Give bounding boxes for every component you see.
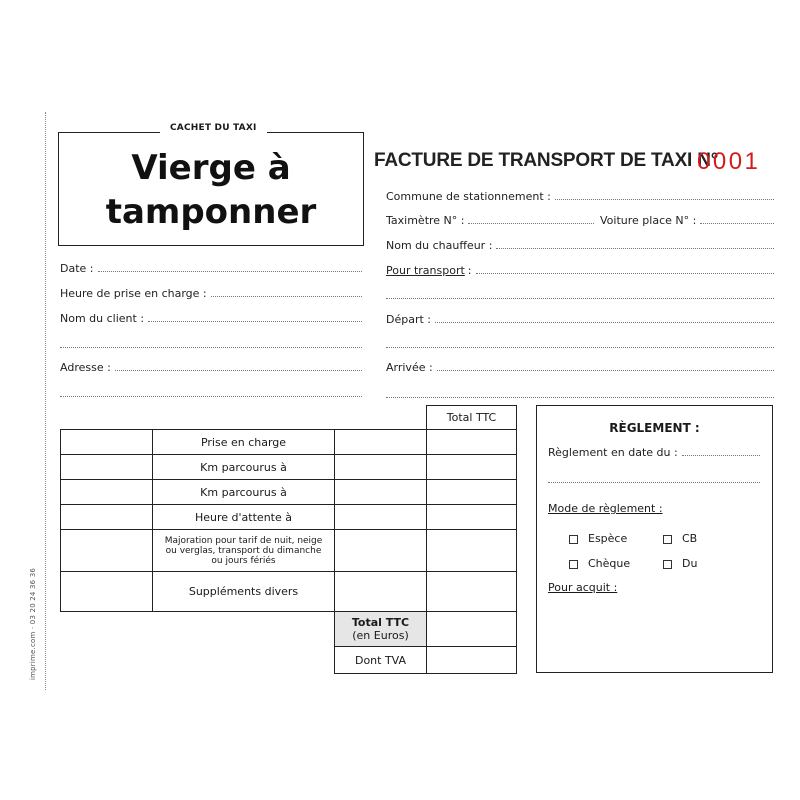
table-cell-c5[interactable] xyxy=(334,529,427,572)
table-cell-c2[interactable] xyxy=(334,454,427,480)
car-place-label: Voiture place N° : xyxy=(600,214,697,227)
table-row-label xyxy=(152,479,335,505)
table-cell-c4[interactable] xyxy=(334,504,427,530)
row-label-km-1: Km parcourus à xyxy=(200,460,287,474)
invoice-title: FACTURE DE TRANSPORT DE TAXI N° xyxy=(374,150,719,171)
client-name-extra-line[interactable] xyxy=(60,347,362,348)
client-name-field[interactable] xyxy=(60,312,362,325)
row-label-surcharge: Majoration pour tarif de nuit, neige ou verglas, transport du dimanche ou jours fériés xyxy=(164,535,323,566)
stamp-text-line2: tamponner xyxy=(105,192,317,232)
reglement-date-extra-line[interactable] xyxy=(548,482,760,483)
departure-extra-line[interactable] xyxy=(386,347,774,348)
option-du[interactable] xyxy=(663,557,697,570)
option-espece-label: Espèce xyxy=(588,532,628,545)
table-cell-a4[interactable] xyxy=(60,504,153,530)
row-label-km-2: Km parcourus à xyxy=(200,485,287,499)
perforation-line xyxy=(45,112,46,690)
table-cell-c3[interactable] xyxy=(334,479,427,505)
option-espece[interactable] xyxy=(569,532,627,545)
stamp-label: CACHET DU TAXI xyxy=(160,123,267,133)
tva-label xyxy=(334,646,427,674)
checkbox-espece[interactable] xyxy=(569,535,578,544)
table-row-label xyxy=(152,454,335,480)
printer-credit xyxy=(29,560,43,690)
invoice-number: 0001 xyxy=(697,148,761,175)
departure-field[interactable] xyxy=(386,313,774,326)
driver-name-label: Nom du chauffeur : xyxy=(386,239,493,252)
date-label: Date : xyxy=(60,262,94,275)
commune-field[interactable] xyxy=(386,190,774,203)
table-cell-d1[interactable] xyxy=(426,429,517,455)
taximeter-field[interactable] xyxy=(386,214,594,227)
table-cell-a2[interactable] xyxy=(60,454,153,480)
table-cell-c1[interactable] xyxy=(334,429,427,455)
tva-text: Dont TVA xyxy=(354,653,407,667)
table-cell-a6[interactable] xyxy=(60,571,153,612)
option-cheque[interactable] xyxy=(569,557,630,570)
date-field[interactable] xyxy=(60,262,362,275)
option-cb-label: CB xyxy=(682,532,698,545)
address-field[interactable] xyxy=(60,361,362,374)
transport-extra-line[interactable] xyxy=(386,298,774,299)
arrival-field[interactable] xyxy=(386,361,774,374)
pickup-time-field[interactable] xyxy=(60,287,362,300)
table-cell-d4[interactable] xyxy=(426,504,517,530)
driver-name-field[interactable] xyxy=(386,239,774,252)
car-place-field[interactable] xyxy=(600,214,774,227)
transport-label: Pour transport xyxy=(386,264,465,277)
table-row-label xyxy=(152,571,335,612)
option-cheque-label: Chèque xyxy=(588,557,631,570)
transport-colon: : xyxy=(467,264,472,277)
payment-mode-label: Mode de règlement : xyxy=(548,502,663,515)
stamp-placeholder xyxy=(58,146,364,234)
tva-value[interactable] xyxy=(426,646,517,674)
total-ttc-text: Total TTC xyxy=(351,616,410,629)
table-cell-a3[interactable] xyxy=(60,479,153,505)
row-label-pickup: Prise en charge xyxy=(200,435,287,449)
arrival-label: Arrivée : xyxy=(386,361,433,374)
table-cell-d5[interactable] xyxy=(426,529,517,572)
acquit-label: Pour acquit : xyxy=(548,581,618,594)
commune-label: Commune de stationnement : xyxy=(386,190,551,203)
address-extra-line[interactable] xyxy=(60,396,362,397)
table-row-label xyxy=(152,529,335,572)
table-cell-a5[interactable] xyxy=(60,529,153,572)
reglement-title: RÈGLEMENT : xyxy=(609,421,700,435)
table-cell-a1[interactable] xyxy=(60,429,153,455)
departure-label: Départ : xyxy=(386,313,431,326)
pickup-time-label: Heure de prise en charge : xyxy=(60,287,207,300)
arrival-extra-line[interactable] xyxy=(386,397,774,398)
checkbox-du[interactable] xyxy=(663,560,672,569)
taximeter-label: Taximètre N° : xyxy=(386,214,465,227)
table-header-total xyxy=(426,405,517,430)
reglement-date-label: Règlement en date du : xyxy=(548,446,678,459)
table-cell-d6[interactable] xyxy=(426,571,517,612)
table-cell-d2[interactable] xyxy=(426,454,517,480)
printer-credit-text: imprime.com · 03 20 24 36 36 xyxy=(29,567,37,680)
checkbox-cheque[interactable] xyxy=(569,560,578,569)
table-cell-c6[interactable] xyxy=(334,571,427,612)
option-cb[interactable] xyxy=(663,532,697,545)
row-label-extras: Suppléments divers xyxy=(188,585,299,598)
checkbox-cb[interactable] xyxy=(663,535,672,544)
table-cell-d3[interactable] xyxy=(426,479,517,505)
row-label-waiting: Heure d'attente à xyxy=(195,510,292,524)
address-label: Adresse : xyxy=(60,361,111,374)
option-du-label: Du xyxy=(682,557,698,570)
table-row-label xyxy=(152,429,335,455)
reglement-date-field[interactable] xyxy=(548,446,760,459)
table-header-total-text: Total TTC xyxy=(446,411,497,424)
total-ttc-value[interactable] xyxy=(426,611,517,647)
total-ttc-label xyxy=(334,611,427,647)
table-row-label xyxy=(152,504,335,530)
stamp-text-line1: Vierge à xyxy=(131,148,291,188)
transport-field[interactable] xyxy=(386,264,774,277)
client-name-label: Nom du client : xyxy=(60,312,145,325)
total-ttc-unit: (en Euros) xyxy=(352,629,409,642)
